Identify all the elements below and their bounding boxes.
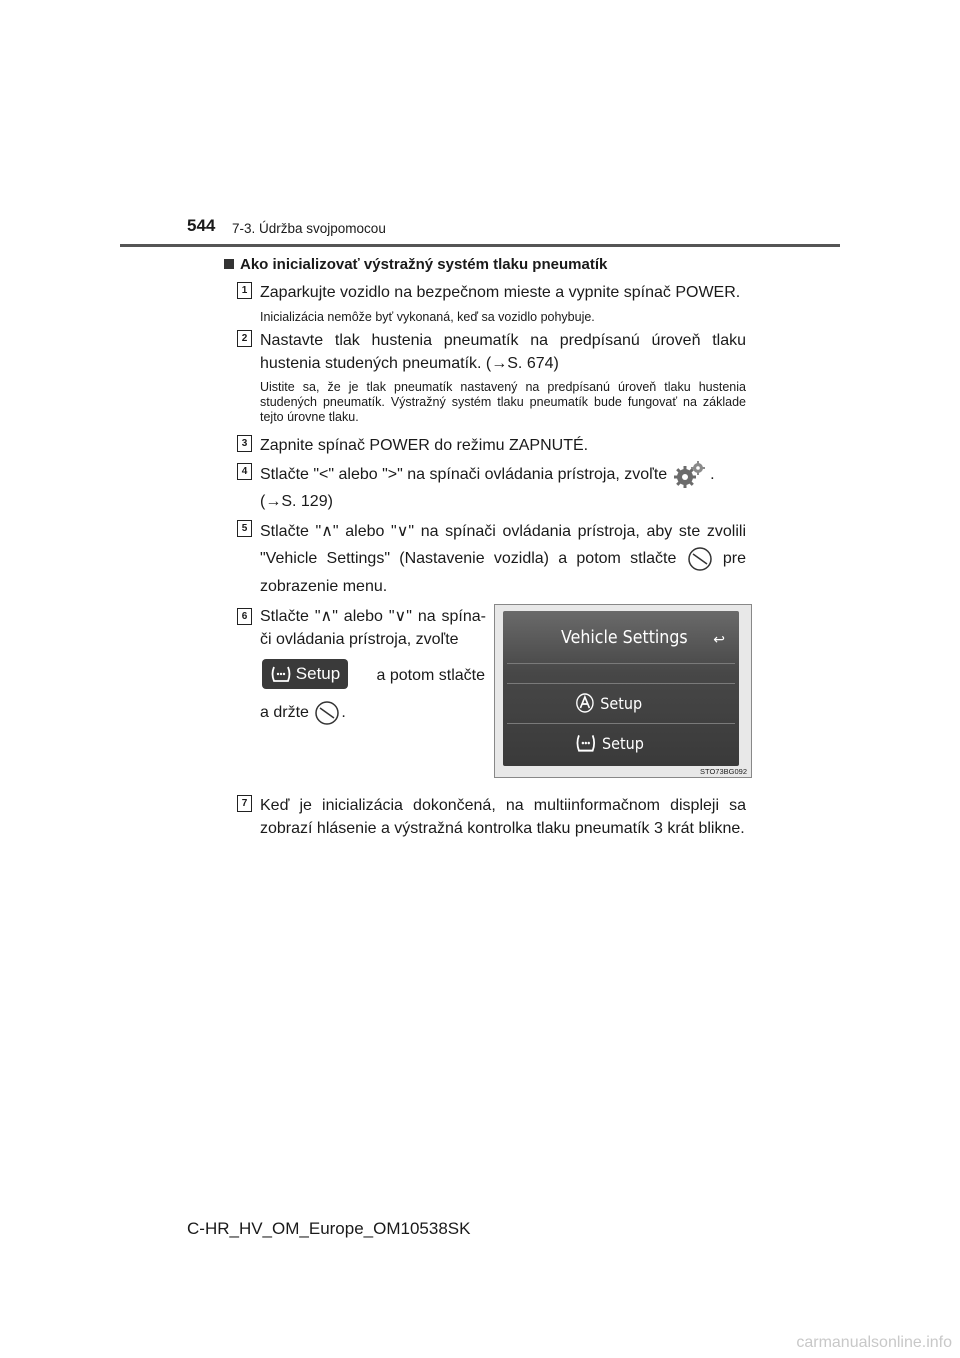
screen-divider (507, 663, 735, 664)
square-bullet-icon (224, 259, 234, 269)
document-id: C-HR_HV_OM_Europe_OM10538SK (187, 1219, 471, 1238)
figure-code: STO73BG092 (700, 767, 747, 776)
step-note: Uistite sa, že je tlak pneumatík nastavený na predpísanú úroveň tlaku hustenia studených pneumatík. Výstražný systém tlaku pneumatík bude fungovať na základe tejto úrovne tlaku. (260, 380, 746, 424)
gear-icon (672, 460, 706, 490)
screen-divider (507, 723, 735, 724)
step-text: a potom stlačte (376, 667, 485, 684)
screen-menu-item (575, 733, 644, 753)
step-text-part: Stlačte "∧" alebo "∨" na spínači ovládania prístroja, aby ste zvolili "Vehicle Settings" (Nastavenie vozidla) a potom stlačte (260, 523, 746, 568)
screen-menu-item (575, 692, 642, 714)
step-text: Zaparkujte vozidlo na bezpečnom mieste a vypnite spínač POWER. (260, 284, 741, 301)
enter-button-icon (313, 699, 341, 727)
step-text (260, 518, 746, 600)
step-text: Keď je inicializácia dokončená, na multiinformačnom displeji sa zobrazí hlásenie a výstražná kontrolka tlaku pneumatík 3 krát blikne. (260, 797, 746, 837)
step-number: 5 (237, 520, 252, 537)
step-number: 2 (237, 330, 252, 347)
section-title-text: Ako inicializovať výstražný systém tlaku pneumatík (240, 256, 608, 273)
step-text-part: . (341, 704, 346, 722)
step-text-part: (→S. 129) (260, 493, 333, 510)
step-text-part: pre zobrazenie menu. (260, 550, 746, 595)
section-title (224, 256, 607, 273)
screen-divider (507, 683, 735, 684)
display-figure (494, 604, 752, 778)
a-icon (575, 692, 595, 714)
step-number: 7 (237, 795, 252, 812)
multi-information-display (503, 611, 739, 766)
step-number: 3 (237, 435, 252, 452)
watermark: carmanualsonline.info (796, 1334, 952, 1351)
chip-label: Setup (295, 664, 341, 683)
tire-pressure-icon (575, 733, 597, 753)
step-text-part: Stlačte "<" alebo ">" na spínači ovládania prístroja, zvoľte (260, 466, 668, 484)
step-text (260, 460, 746, 513)
step-text: Zapnite spínač POWER do režimu ZAPNUTÉ. (260, 437, 589, 454)
step-text-part: a držte (260, 704, 309, 722)
step-text: Nastavte tlak hustenia pneumatík na predpísanú úroveň tlaku hustenia studených pneumatík. (→S. 674) (260, 332, 746, 372)
step-number: 1 (237, 282, 252, 299)
step-text-part: . (710, 466, 715, 484)
step-text (260, 699, 486, 727)
tire-pressure-icon (270, 665, 292, 683)
step-number: 4 (237, 463, 252, 480)
back-arrow-icon: ↩ (713, 631, 725, 647)
chapter-title: 7-3. Údržba svojpomocou (232, 221, 386, 236)
header-divider (120, 244, 840, 247)
step-text: Stlačte "∧" alebo "∨" na spína-či ovládania prístroja, zvoľte (260, 608, 486, 648)
tire-pressure-setup-chip (262, 659, 348, 689)
screen-menu-label: Setup (600, 693, 643, 713)
step-note: Inicializácia nemôže byť vykonaná, keď sa vozidlo pohybuje. (260, 310, 595, 324)
screen-title: Vehicle Settings (561, 627, 688, 648)
enter-button-icon (686, 545, 714, 573)
step-number: 6 (237, 608, 252, 625)
page-number: 544 (187, 216, 216, 235)
screen-menu-label: Setup (602, 733, 644, 753)
